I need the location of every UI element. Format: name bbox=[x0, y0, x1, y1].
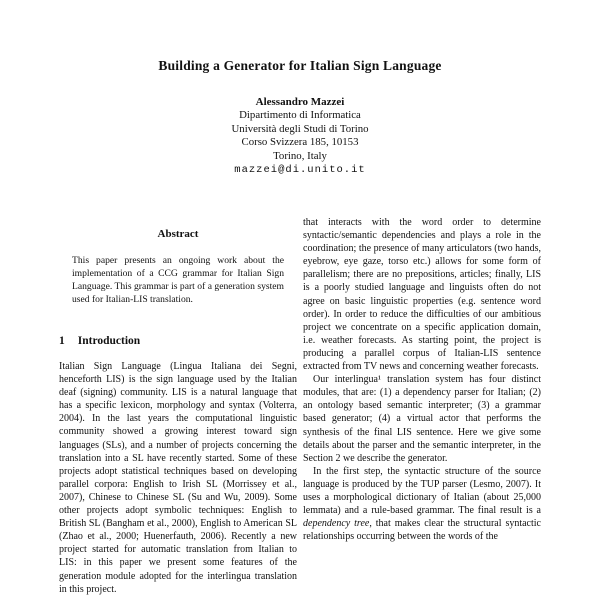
author-email: mazzei@di.unito.it bbox=[234, 164, 366, 177]
affiliation-line-city: Torino, Italy bbox=[273, 149, 327, 162]
section-number: 1 bbox=[59, 335, 65, 347]
affiliation-line-department: Dipartimento di Informatica bbox=[239, 109, 361, 122]
intro-paragraph: Italian Sign Language (Lingua Italiana dei Segni, henceforth LIS) is the sign language used by the Italian deaf (signing) community. LIS is a natural language that has a specific lexicon, morphology and syntax (Volterra, 2004). In the last years the computational linguistic community showed a growing interest toward sign languages (SLs), and a number of projects concerning the translation into a SL have recently started. Some of these projects adopt statistical techniques based on developing parallel corpora: English to Irish SL (Morrissey et al., 2007), Chinese to Chinese SL (Su and Wu, 2009). Some other projects adopt symbolic techniques: English to British SL (Bangham et al., 2000), English to American SL (Zhao et al., 2000; Huenerfauth, 2006). Recently a new project started for automatic translation from Italian to LIS: in this paper we present some features of the generation module adopted for the interlingua translation in this project. bbox=[59, 361, 297, 595]
right-paragraph-3-text-end: , that makes clear the structural syntactic relationships occurring between the words of the bbox=[303, 518, 541, 543]
paper-title: Building a Generator for Italian Sign Language bbox=[158, 58, 442, 73]
left-column bbox=[59, 220, 297, 600]
section-heading-introduction bbox=[59, 335, 297, 347]
section-title: Introduction bbox=[77, 335, 141, 347]
affiliation-line-university: Università degli Studi di Torino bbox=[231, 122, 369, 135]
dependency-tree-term: dependency tree bbox=[303, 518, 370, 530]
right-paragraph-3-text: In the first step, the syntactic structure of the source language is produced by the TUP parser (Lesmo, 2007). It uses a morphological dictionary of Italian (about 25,000 lemmata) and a rule-based grammar. The final result is a bbox=[303, 465, 541, 517]
right-paragraph-2: Our interlingua¹ translation system has four distinct modules, that are: (1) a dependency parser for Italian; (2) an ontology based semantic interpreter; (3) a grammar based generator; (4) a virtual actor that performs the synthesis of the final LIS sentence. Here we give some details about the parser and the semantic interpreter, in the Section 2 we describe the generator. bbox=[303, 374, 541, 464]
abstract-text: This paper presents an ongoing work about the implementation of a CCG grammar for Italian Sign Language. This grammar is part of a generation system used for Italian-LIS translation. bbox=[72, 255, 284, 305]
affiliation-line-street: Corso Svizzera 185, 10153 bbox=[241, 136, 359, 149]
right-paragraph-1: that interacts with the word order to determine syntactic/semantic dependencies and plays a role in the coordination; the presence of many articulators (two hands, eyebrow, eye gaze, torso etc.) allows for some form of parallelism; there are no prepositions, articles; finally, LIS is a poorly studied language and linguists often do not agree on basic linguistic properties (e.g. sentence word order). In order to reduce the difficulties of our ambitious project we concentrate on a specific application domain, i.e. weather forecasts. As starting point, the project is producing a parallel corpus of Italian-LIS sentence extracted from TV news and concerning weather forecasts. bbox=[303, 217, 541, 373]
abstract-heading: Abstract bbox=[157, 228, 199, 240]
right-column bbox=[303, 216, 541, 600]
author-name: Alessandro Mazzei bbox=[255, 96, 345, 108]
author-block bbox=[0, 96, 600, 177]
right-paragraph-3 bbox=[303, 465, 541, 544]
